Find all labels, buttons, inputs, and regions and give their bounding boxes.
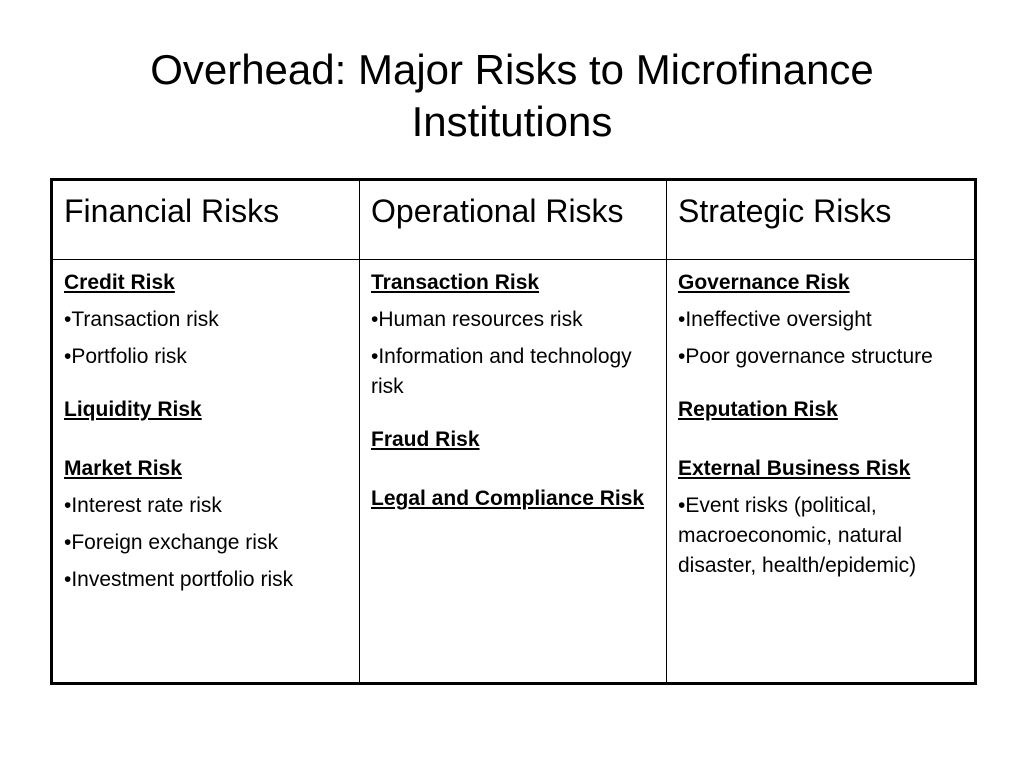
risk-heading: Governance Risk (678, 271, 850, 294)
risk-item: •Information and technology risk (371, 345, 632, 398)
risk-group (371, 484, 658, 514)
risk-group (64, 268, 351, 372)
risk-heading: Transaction Risk (371, 271, 540, 294)
risk-group (371, 268, 658, 402)
risk-item: •Foreign exchange risk (64, 531, 278, 554)
header-operational-risks: Operational Risks (360, 180, 667, 260)
risk-group (64, 395, 351, 425)
header-strategic-risks: Strategic Risks (667, 180, 976, 260)
strategic-risks-cell (667, 260, 976, 684)
financial-risks-cell (52, 260, 360, 684)
risk-group (678, 268, 966, 372)
risk-table (50, 178, 977, 685)
risk-item: •Ineffective oversight (678, 308, 872, 331)
risk-heading: Market Risk (64, 457, 182, 480)
risk-group (371, 425, 658, 455)
risk-heading: External Business Risk (678, 457, 911, 480)
header-financial-risks: Financial Risks (52, 180, 360, 260)
slide-title (0, 44, 1024, 148)
risk-heading: Reputation Risk (678, 398, 838, 421)
table-header-row (52, 180, 976, 260)
risk-item: •Investment portfolio risk (64, 568, 294, 591)
slide-title-line-2: Institutions (411, 98, 613, 145)
risk-item: •Poor governance structure (678, 345, 933, 368)
risk-item: •Interest rate risk (64, 494, 222, 517)
risk-group (678, 395, 966, 425)
risk-group (64, 454, 351, 595)
table-body-row (52, 260, 976, 684)
risk-heading: Liquidity Risk (64, 398, 202, 421)
slide-title-line-1: Overhead: Major Risks to Microfinance (150, 46, 874, 93)
risk-heading: Legal and Compliance Risk (371, 487, 645, 510)
risk-group (678, 454, 966, 581)
risk-item: •Portfolio risk (64, 345, 187, 368)
risk-item: •Event risks (political, macroeconomic, natural disaster, health/epidemic) (678, 494, 917, 577)
risk-item: •Transaction risk (64, 308, 219, 331)
risk-heading: Fraud Risk (371, 428, 480, 451)
risk-heading: Credit Risk (64, 271, 175, 294)
risk-item: •Human resources risk (371, 308, 583, 331)
operational-risks-cell (360, 260, 667, 684)
